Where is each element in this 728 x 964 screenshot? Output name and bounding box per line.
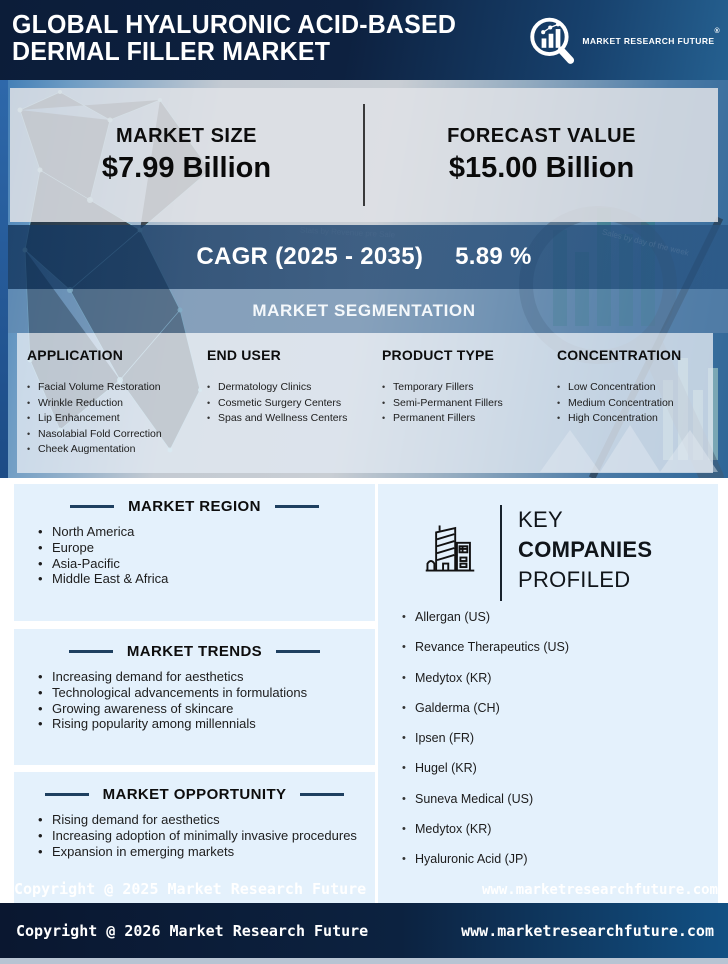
- list-item: • Hugel (KR): [402, 761, 718, 777]
- list-item: • Ipsen (FR): [402, 731, 718, 747]
- market-trends-list: [38, 669, 375, 732]
- header: [0, 0, 728, 80]
- title-rule-right: [275, 505, 319, 508]
- card-title-row: [14, 484, 375, 515]
- market-region-card: [14, 484, 375, 621]
- segment-column-end-user: [207, 345, 382, 473]
- page-title-line2: DERMAL FILLER MARKET: [12, 36, 331, 66]
- key-companies-title: [518, 505, 652, 601]
- watermark-copyright: Copyright @ 2025 Market Research Future: [14, 880, 367, 898]
- market-opportunity-list: [38, 812, 375, 859]
- forecast-value-block: [365, 88, 718, 222]
- list-item: • Permanent Fillers: [382, 412, 557, 424]
- market-size-value: $7.99 Billion: [101, 152, 272, 184]
- list-item: • Middle East & Africa: [38, 571, 375, 587]
- segment-list: [557, 381, 713, 424]
- stats-panel: [10, 88, 718, 222]
- card-title-row: [14, 772, 375, 803]
- market-region-title: MARKET REGION: [128, 498, 261, 515]
- list-item: • Expansion in emerging markets: [38, 844, 375, 860]
- list-item: • Low Concentration: [557, 381, 713, 393]
- title-rule-right: [300, 793, 344, 796]
- list-item: • Medytox (KR): [402, 671, 718, 687]
- market-size-block: [10, 88, 363, 222]
- segment-list: [382, 381, 557, 424]
- list-item: • Cosmetic Surgery Centers: [207, 397, 382, 409]
- forecast-value-label: FORECAST VALUE: [447, 125, 636, 147]
- hero-section: [0, 80, 728, 478]
- key-companies-title-line2: COMPANIES: [518, 537, 653, 562]
- page-title: [12, 11, 456, 65]
- footer-copyright: Copyright @ 2026 Market Research Future: [16, 921, 369, 940]
- key-companies-title-line1: KEY: [518, 507, 563, 532]
- title-rule-left: [69, 650, 113, 653]
- cagr-value: 5.89 %: [455, 243, 532, 270]
- list-item: • Nasolabial Fold Correction: [27, 428, 207, 440]
- list-item: • North America: [38, 524, 375, 540]
- segment-heading: CONCENTRATION: [557, 347, 682, 363]
- segment-column-product-type: [382, 345, 557, 473]
- segment-column-concentration: [557, 345, 713, 473]
- mrf-logo-icon: [526, 15, 576, 65]
- title-rule-left: [45, 793, 89, 796]
- list-item: • Dermatology Clinics: [207, 381, 382, 393]
- brand-logo: [526, 15, 720, 65]
- building-icon: [424, 519, 476, 577]
- registered-mark: ®: [714, 27, 720, 35]
- list-item: • Medium Concentration: [557, 397, 713, 409]
- list-item: • Europe: [38, 540, 375, 556]
- forecast-value-value: $15.00 Billion: [448, 152, 635, 184]
- list-item: • Wrinkle Reduction: [27, 397, 207, 409]
- market-trends-card: [14, 629, 375, 765]
- cagr-label: CAGR (2025 - 2035): [196, 243, 424, 270]
- list-item: • Increasing demand for aesthetics: [38, 669, 375, 685]
- segment-column-application: [27, 345, 207, 473]
- list-item: • Rising demand for aesthetics: [38, 812, 375, 828]
- list-item: • Facial Volume Restoration: [27, 381, 207, 393]
- market-trends-title: MARKET TRENDS: [126, 643, 263, 660]
- stats-divider: [363, 104, 365, 206]
- list-item: • Lip Enhancement: [27, 412, 207, 424]
- bottom-edge-strip: [0, 958, 728, 964]
- market-opportunity-title: MARKET OPPORTUNITY: [102, 786, 287, 803]
- footer: [0, 903, 728, 958]
- segment-heading: APPLICATION: [27, 347, 124, 363]
- list-item: • Asia-Pacific: [38, 556, 375, 572]
- list-item: • Medytox (KR): [402, 822, 718, 838]
- card-title-row: [14, 629, 375, 660]
- list-item: • Cheek Augmentation: [27, 443, 207, 455]
- list-item: • Increasing adoption of minimally invasive procedures: [38, 828, 375, 844]
- market-region-list: [38, 524, 375, 587]
- brand-name-text: MARKET RESEARCH FUTURE: [582, 35, 715, 46]
- segment-list: [27, 381, 207, 455]
- list-item: • Rising popularity among millennials: [38, 716, 375, 732]
- list-item: • Suneva Medical (US): [402, 792, 718, 808]
- key-companies-card: [378, 484, 718, 903]
- title-rule-right: [276, 650, 320, 653]
- list-item: • Allergan (US): [402, 610, 718, 626]
- list-item: • Hyaluronic Acid (JP): [402, 852, 718, 868]
- list-item: • Galderma (CH): [402, 701, 718, 717]
- segment-list: [207, 381, 382, 424]
- segmentation-panel: [17, 333, 713, 473]
- key-companies-title-line3: PROFILED: [518, 567, 631, 592]
- brand-name: [582, 27, 720, 46]
- header-divider: [500, 505, 502, 601]
- page-title-line1: GLOBAL HYALURONIC ACID-BASED: [12, 9, 457, 39]
- list-item: • Spas and Wellness Centers: [207, 412, 382, 424]
- lower-section: [0, 478, 728, 903]
- watermark-website: www.marketresearchfuture.com: [481, 882, 718, 898]
- segment-heading: END USER: [207, 347, 281, 363]
- companies-list: [402, 610, 718, 868]
- list-item: • Revance Therapeutics (US): [402, 640, 718, 656]
- list-item: • Technological advancements in formulations: [38, 685, 375, 701]
- key-companies-header: [424, 505, 718, 601]
- title-rule-left: [70, 505, 114, 508]
- list-item: • High Concentration: [557, 412, 713, 424]
- cagr-band: [0, 225, 728, 289]
- left-edge-strip: [0, 80, 8, 478]
- segmentation-title-band: [0, 289, 728, 333]
- segmentation-title: MARKET SEGMENTATION: [252, 301, 476, 320]
- footer-website: www.marketresearchfuture.com: [461, 921, 714, 940]
- list-item: • Semi-Permanent Fillers: [382, 397, 557, 409]
- list-item: • Temporary Fillers: [382, 381, 557, 393]
- segment-heading: PRODUCT TYPE: [382, 347, 495, 363]
- list-item: • Growing awareness of skincare: [38, 701, 375, 717]
- market-size-label: MARKET SIZE: [115, 125, 258, 147]
